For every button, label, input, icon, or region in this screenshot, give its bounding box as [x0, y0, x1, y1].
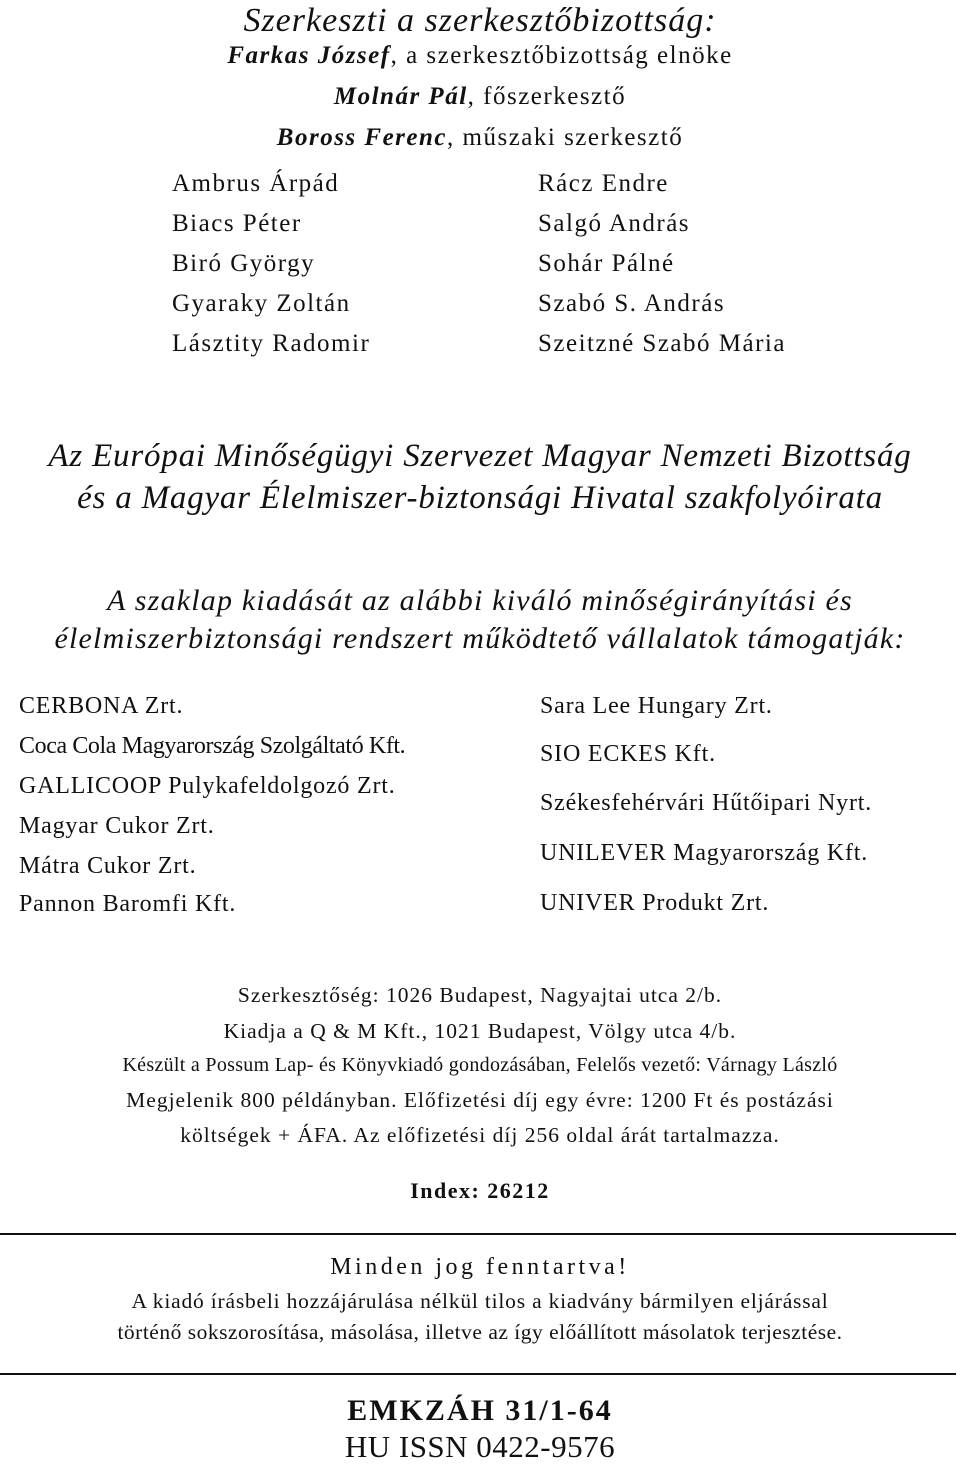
- rights-text: történő sokszorosítása, másolása, illetve az így előállított másolatok terjesztése.: [117, 1320, 843, 1344]
- board-member: Sohár Pálné: [538, 250, 675, 277]
- divider: [0, 1233, 956, 1235]
- publisher-line: Az Európai Minőségügyi Szervezet Magyar Nemzeti Bizottság: [48, 438, 912, 474]
- editor-in-chief-role: , főszerkesztő: [467, 83, 627, 110]
- sponsor-company: Székesfehérvári Hűtőipari Nyrt.: [540, 790, 873, 816]
- sponsor-company: GALLICOOP Pulykafeldolgozó Zrt.: [19, 773, 396, 799]
- sponsor-company: Magyar Cukor Zrt.: [19, 813, 215, 839]
- sponsor-company: Mátra Cukor Zrt.: [19, 853, 197, 879]
- board-member: Gyaraky Zoltán: [172, 290, 351, 317]
- board-member: Rácz Endre: [538, 170, 669, 197]
- divider: [0, 1373, 956, 1375]
- chair-name: Farkas József: [227, 42, 391, 69]
- sponsor-company: Coca Cola Magyarország Szolgáltató Kft.: [19, 733, 406, 759]
- subscription-info: Megjelenik 800 példányban. Előfizetési díj egy évre: 1200 Ft és postázási: [126, 1088, 834, 1112]
- publisher-address: Kiadja a Q & M Kft., 1021 Budapest, Völgy utca 4/b.: [223, 1019, 737, 1043]
- board-member: Ambrus Árpád: [172, 170, 340, 197]
- sponsor-company: UNILEVER Magyarország Kft.: [540, 840, 869, 866]
- sponsor-company: Pannon Baromfi Kft.: [19, 891, 237, 917]
- board-member: Biró György: [172, 250, 316, 277]
- rights-text: A kiadó írásbeli hozzájárulása nélkül tilos a kiadvány bármilyen eljárással: [131, 1289, 829, 1313]
- issn-number: HU ISSN 0422-9576: [344, 1429, 616, 1464]
- editor-in-chief-name: Molnár Pál: [333, 83, 468, 110]
- subscription-info: költségek + ÁFA. Az előfizetési díj 256 oldal árát tartalmazza.: [180, 1123, 780, 1147]
- board-member: Szabó S. András: [538, 290, 726, 317]
- sponsors-intro: élelmiszerbiztonsági rendszert működtető vállalatok támogatják:: [54, 622, 906, 655]
- technical-editor-name: Boross Ferenc: [276, 124, 448, 151]
- board-member: Szeitzné Szabó Mária: [538, 330, 786, 357]
- sponsors-intro: A szaklap kiadását az alábbi kiváló minőségirányítási és: [107, 584, 853, 617]
- technical-editor-role: , műszaki szerkesztő: [447, 124, 684, 151]
- sponsor-company: CERBONA Zrt.: [19, 693, 184, 719]
- chair-role: , a szerkesztőbizottság elnöke: [390, 42, 733, 69]
- sponsor-company: Sara Lee Hungary Zrt.: [540, 693, 773, 719]
- sponsor-company: SIO ECKES Kft.: [540, 741, 716, 767]
- board-member: Lásztity Radomir: [172, 330, 371, 357]
- editorial-office-address: Szerkesztőség: 1026 Budapest, Nagyajtai utca 2/b.: [237, 983, 723, 1007]
- board-title: Szerkeszti a szerkesztőbizottság:: [243, 2, 717, 39]
- publication-code: EMKZÁH 31/1-64: [347, 1394, 613, 1427]
- board-member: Salgó András: [538, 210, 691, 237]
- board-member: Biacs Péter: [172, 210, 302, 237]
- board-role-chair: [0, 42, 960, 70]
- board-role-technical-editor: [0, 124, 960, 152]
- sponsor-company: UNIVER Produkt Zrt.: [540, 890, 770, 916]
- publisher-line: és a Magyar Élelmiszer-biztonsági Hivatal szakfolyóirata: [77, 480, 883, 516]
- index-number: Index: 26212: [410, 1178, 550, 1203]
- rights-title: Minden jog fenntartva!: [330, 1254, 630, 1280]
- board-role-editor-in-chief: [0, 83, 960, 111]
- production-info: Készült a Possum Lap- és Könyvkiadó gondozásában, Felelős vezető: Várnagy László: [122, 1054, 838, 1076]
